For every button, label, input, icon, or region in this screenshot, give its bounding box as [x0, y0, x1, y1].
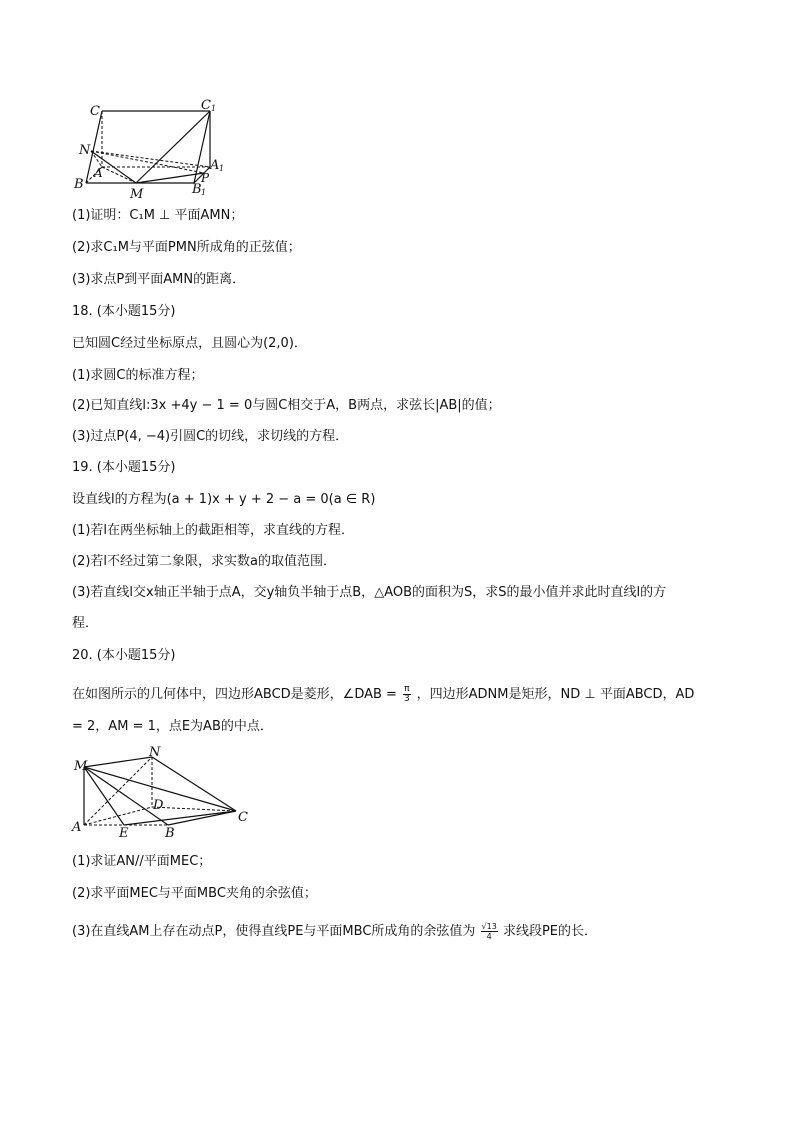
- q17-part2: (2)求C₁M与平面PMN所成角的正弦值；: [72, 240, 301, 255]
- q19-header: 19. (本小题15分): [72, 460, 176, 475]
- q17-part3: (3)求点P到平面AMN的距离．: [72, 272, 246, 287]
- q20-part2: (2)求平面MEC与平面MBC夹角的余弦值；: [72, 886, 317, 901]
- label-B: B: [74, 177, 84, 192]
- q20-header: 20. (本小题15分): [72, 648, 176, 663]
- q18-part3: (3)过点P(4, −4)引圆C的切线，求切线的方程．: [72, 429, 349, 444]
- q19-stem: 设直线l的方程为(a + 1)x + y + 2 − a = 0(a ∈ R): [72, 492, 376, 507]
- prism-figure: [70, 95, 230, 205]
- label-E: E: [119, 826, 129, 841]
- label-B1: B: [192, 182, 202, 197]
- svg-text:1: 1: [211, 104, 217, 113]
- fraction-pi-over-3: $\frac{\pi}{3}$: [403, 684, 410, 704]
- q20-stem-line1: 在如图所示的几何体中，四边形ABCD是菱形，∠DAB = $\frac{\pi}{3}$ ，四边形ADNM是矩形，ND ⊥ 平面ABCD，AD: [72, 684, 695, 704]
- q17-part1: (1)证明：C₁M ⊥ 平面AMN；: [72, 208, 244, 223]
- q19-part3-cont: 程．: [72, 616, 99, 631]
- q20-part3: (3)在直线AM上存在动点P，使得直线PE与平面MBC所成角的余弦值为 $\frac{√13}{4}$ 求线段PE的长．: [72, 922, 598, 941]
- label-P: P: [201, 171, 210, 185]
- q18-part1: (1)求圆C的标准方程；: [72, 368, 204, 383]
- label-M: M: [74, 759, 88, 774]
- q18-stem: 已知圆C经过坐标原点，且圆心为(2,0)．: [72, 336, 307, 351]
- svg-text:1: 1: [219, 164, 225, 173]
- q19-part1: (1)若l在两坐标轴上的截距相等，求直线的方程．: [72, 523, 355, 538]
- label-C: C: [90, 104, 100, 119]
- label-A: A: [94, 166, 103, 180]
- label-C: C: [238, 810, 248, 825]
- label-A1: A: [210, 158, 220, 173]
- label-N: N: [79, 143, 91, 158]
- q18-part2: (2)已知直线l:3x +4y − 1 = 0与圆C相交于A，B两点，求弦长|AB|的值；: [72, 398, 501, 413]
- label-N: N: [149, 745, 161, 760]
- q20-part1: (1)求证AN//平面MEC；: [72, 854, 212, 869]
- q19-part2: (2)若l不经过第二象限，求实数a的取值范围．: [72, 554, 336, 569]
- label-C1: C: [201, 98, 211, 113]
- q20-stem-line2: = 2，AM = 1，点E为AB的中点．: [72, 719, 273, 734]
- label-D: D: [153, 798, 164, 813]
- fraction-sqrt13-over-4: $\frac{√13}{4}$: [481, 922, 497, 941]
- label-B: B: [165, 826, 175, 841]
- svg-text:1: 1: [201, 188, 207, 197]
- q18-header: 18. (本小题15分): [72, 304, 176, 319]
- solid-figure: [70, 745, 260, 845]
- label-M: M: [130, 187, 144, 202]
- label-A: A: [72, 820, 82, 835]
- q19-part3: (3)若直线l交x轴正半轴于点A，交y轴负半轴于点B，△AOB的面积为S，求S的最小值并求此时直线l的方: [72, 585, 667, 600]
